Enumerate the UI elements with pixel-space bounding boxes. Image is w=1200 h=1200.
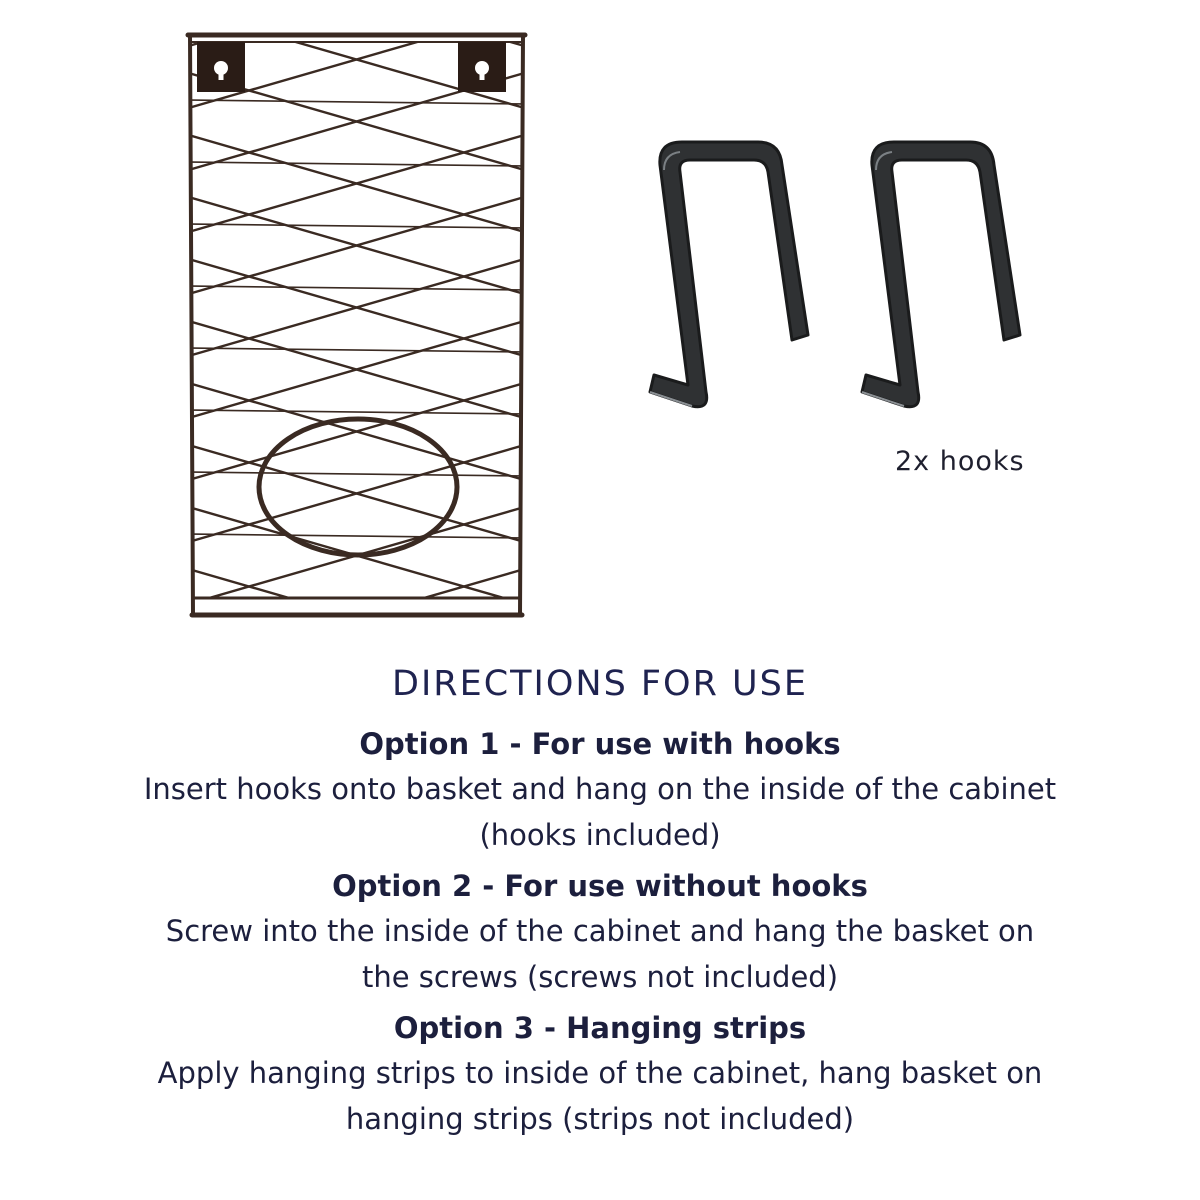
- wire-basket-icon: [180, 25, 540, 630]
- mounting-tab-right: [458, 42, 506, 92]
- option-3-body: Apply hanging strips to inside of the cabinet, hang basket on hanging strips (strips not included): [157, 1056, 1043, 1136]
- mounting-tab-left: [197, 42, 245, 92]
- option-3-heading: Option 3 - Hanging strips: [393, 1011, 807, 1045]
- hooks-illustration: [630, 130, 1050, 430]
- over-cabinet-hook-icon: [862, 142, 1020, 407]
- option-2-heading: Option 2 - For use without hooks: [332, 869, 868, 903]
- directions-section: [0, 660, 1200, 1148]
- option-3: [0, 1006, 1200, 1142]
- option-1: [0, 722, 1200, 858]
- over-cabinet-hook-icon: [650, 142, 808, 407]
- option-1-heading: Option 1 - For use with hooks: [359, 727, 841, 761]
- option-2-body: Screw into the inside of the cabinet and hang the basket on the screws (screws not included): [165, 914, 1035, 994]
- option-1-body: Insert hooks onto basket and hang on the inside of the cabinet (hooks included): [143, 772, 1057, 852]
- hooks-caption: 2x hooks: [895, 446, 1025, 477]
- directions-title: DIRECTIONS FOR USE: [392, 664, 808, 704]
- option-2: [0, 864, 1200, 1000]
